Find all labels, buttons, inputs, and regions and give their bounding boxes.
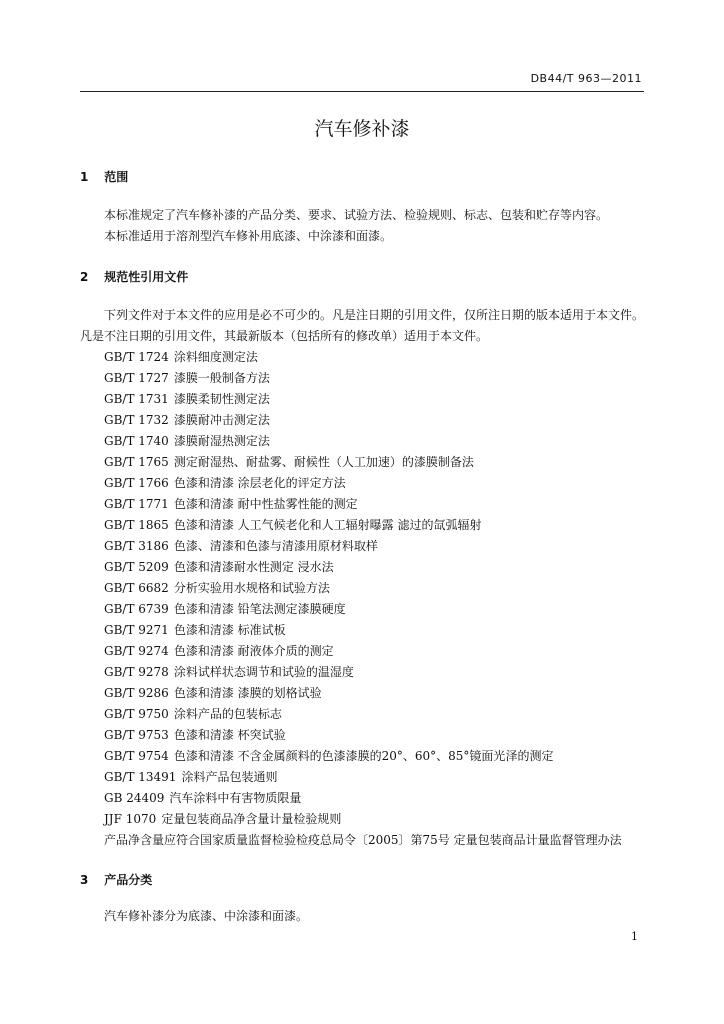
section-number: 2 xyxy=(80,270,89,284)
reference-code: GB/T 6682 xyxy=(104,581,169,595)
reference-item xyxy=(104,599,664,620)
section-3-heading xyxy=(80,871,152,888)
reference-item xyxy=(104,536,664,557)
reference-code: GB/T 1724 xyxy=(104,350,169,364)
reference-code: GB/T 9278 xyxy=(104,665,169,679)
section-2-heading xyxy=(80,268,188,285)
reference-item xyxy=(104,830,664,851)
reference-item xyxy=(104,578,664,599)
reference-item xyxy=(104,515,664,536)
reference-code: GB/T 9274 xyxy=(104,644,169,658)
reference-item xyxy=(104,704,664,725)
reference-item xyxy=(104,494,664,515)
section-1-paragraph-2: 本标准适用于溶剂型汽车修补用底漆、中涂漆和面漆。 xyxy=(104,229,393,243)
reference-code: GB/T 9754 xyxy=(104,749,169,763)
section-title: 范围 xyxy=(104,170,129,184)
reference-title: 涂料产品的包装标志 xyxy=(173,707,282,721)
reference-title: 汽车涂料中有害物质限量 xyxy=(169,791,302,805)
reference-item xyxy=(104,662,664,683)
reference-title: 色漆和清漆 漆膜的划格试验 xyxy=(173,686,322,700)
reference-title: 漆膜耐冲击测定法 xyxy=(173,413,270,427)
reference-code: GB/T 9753 xyxy=(104,728,169,742)
reference-item xyxy=(104,431,664,452)
header-rule xyxy=(80,91,644,92)
reference-title: 漆膜耐湿热测定法 xyxy=(173,434,270,448)
reference-title: 色漆和清漆 标准试板 xyxy=(173,623,286,637)
reference-title: 漆膜柔韧性测定法 xyxy=(173,392,270,406)
reference-title: 色漆和清漆 铅笔法测定漆膜硬度 xyxy=(173,602,346,616)
reference-title: 色漆和清漆耐水性测定 浸水法 xyxy=(173,560,334,574)
reference-title: 色漆和清漆 杯突试验 xyxy=(173,728,286,742)
reference-code: JJF 1070 xyxy=(104,812,157,826)
reference-item xyxy=(104,641,664,662)
reference-title: 色漆、清漆和色漆与清漆用原材料取样 xyxy=(173,539,378,553)
reference-title: 涂料试样状态调节和试验的温湿度 xyxy=(173,665,354,679)
reference-item xyxy=(104,557,664,578)
reference-title: 漆膜一般制备方法 xyxy=(173,371,270,385)
section-1-heading xyxy=(80,168,128,185)
reference-code: GB/T 1727 xyxy=(104,371,169,385)
reference-title: 色漆和清漆 耐中性盐雾性能的测定 xyxy=(173,497,358,511)
reference-code: GB/T 9750 xyxy=(104,707,169,721)
reference-code: GB/T 9271 xyxy=(104,623,169,637)
reference-list xyxy=(104,347,664,851)
reference-title: 定量包装商品净含量计量检验规则 xyxy=(161,812,342,826)
reference-title: 分析实验用水规格和试验方法 xyxy=(173,581,330,595)
reference-code: GB/T 5209 xyxy=(104,560,169,574)
reference-code: GB/T 1771 xyxy=(104,497,169,511)
reference-title: 涂料细度测定法 xyxy=(173,350,258,364)
reference-title: 色漆和清漆 人工气候老化和人工辐射曝露 滤过的氙弧辐射 xyxy=(173,518,482,532)
reference-item xyxy=(104,683,664,704)
reference-code: GB/T 1740 xyxy=(104,434,169,448)
section-title: 产品分类 xyxy=(104,873,153,887)
reference-code: GB/T 6739 xyxy=(104,602,169,616)
reference-code: GB/T 1732 xyxy=(104,413,169,427)
reference-item xyxy=(104,746,664,767)
section-1-paragraph-1: 本标准规定了汽车修补漆的产品分类、要求、试验方法、检验规则、标志、包装和贮存等内容。 xyxy=(104,208,609,222)
reference-item xyxy=(104,389,664,410)
reference-code: GB/T 13491 xyxy=(104,770,177,784)
section-3-paragraph: 汽车修补漆分为底漆、中涂漆和面漆。 xyxy=(104,909,309,923)
section-title: 规范性引用文件 xyxy=(104,270,189,284)
reference-item xyxy=(104,347,664,368)
reference-code: GB/T 3186 xyxy=(104,539,169,553)
reference-code: GB/T 1731 xyxy=(104,392,169,406)
reference-title: 色漆和清漆 耐液体介质的测定 xyxy=(173,644,334,658)
reference-code: GB/T 9286 xyxy=(104,686,169,700)
reference-item xyxy=(104,767,664,788)
reference-title: 色漆和清漆 不含金属颜料的色漆漆膜的20°、60°、85°镜面光泽的测定 xyxy=(173,749,554,763)
reference-item xyxy=(104,410,664,431)
document-title: 汽车修补漆 xyxy=(314,118,410,140)
reference-title: 色漆和清漆 涂层老化的评定方法 xyxy=(173,476,346,490)
reference-code: GB 24409 xyxy=(104,791,165,805)
reference-item xyxy=(104,473,664,494)
section-number: 3 xyxy=(80,873,89,887)
reference-item xyxy=(104,788,664,809)
reference-item xyxy=(104,809,664,830)
reference-code: GB/T 1865 xyxy=(104,518,169,532)
reference-item xyxy=(104,452,664,473)
reference-code: GB/T 1766 xyxy=(104,476,169,490)
reference-title: 涂料产品包装通则 xyxy=(181,770,278,784)
reference-title: 产品净含量应符合国家质量监督检验检疫总局令〔2005〕第75号 定量包装商品计量监督管理办法 xyxy=(104,833,622,847)
reference-item xyxy=(104,725,664,746)
reference-code: GB/T 1765 xyxy=(104,455,169,469)
page-number: 1 xyxy=(631,930,638,943)
reference-item xyxy=(104,620,664,641)
standard-code: DB44/T 963—2011 xyxy=(530,72,642,85)
section-2-intro: 下列文件对于本文件的应用是必不可少的。凡是注日期的引用文件，仅所注日期的版本适用于本文件。凡是不注日期的引用文件，其最新版本（包括所有的修改单）适用于本文件。 xyxy=(80,308,645,343)
reference-item xyxy=(104,368,664,389)
reference-title: 测定耐湿热、耐盐雾、耐候性（人工加速）的漆膜制备法 xyxy=(173,455,474,469)
section-number: 1 xyxy=(80,170,89,184)
